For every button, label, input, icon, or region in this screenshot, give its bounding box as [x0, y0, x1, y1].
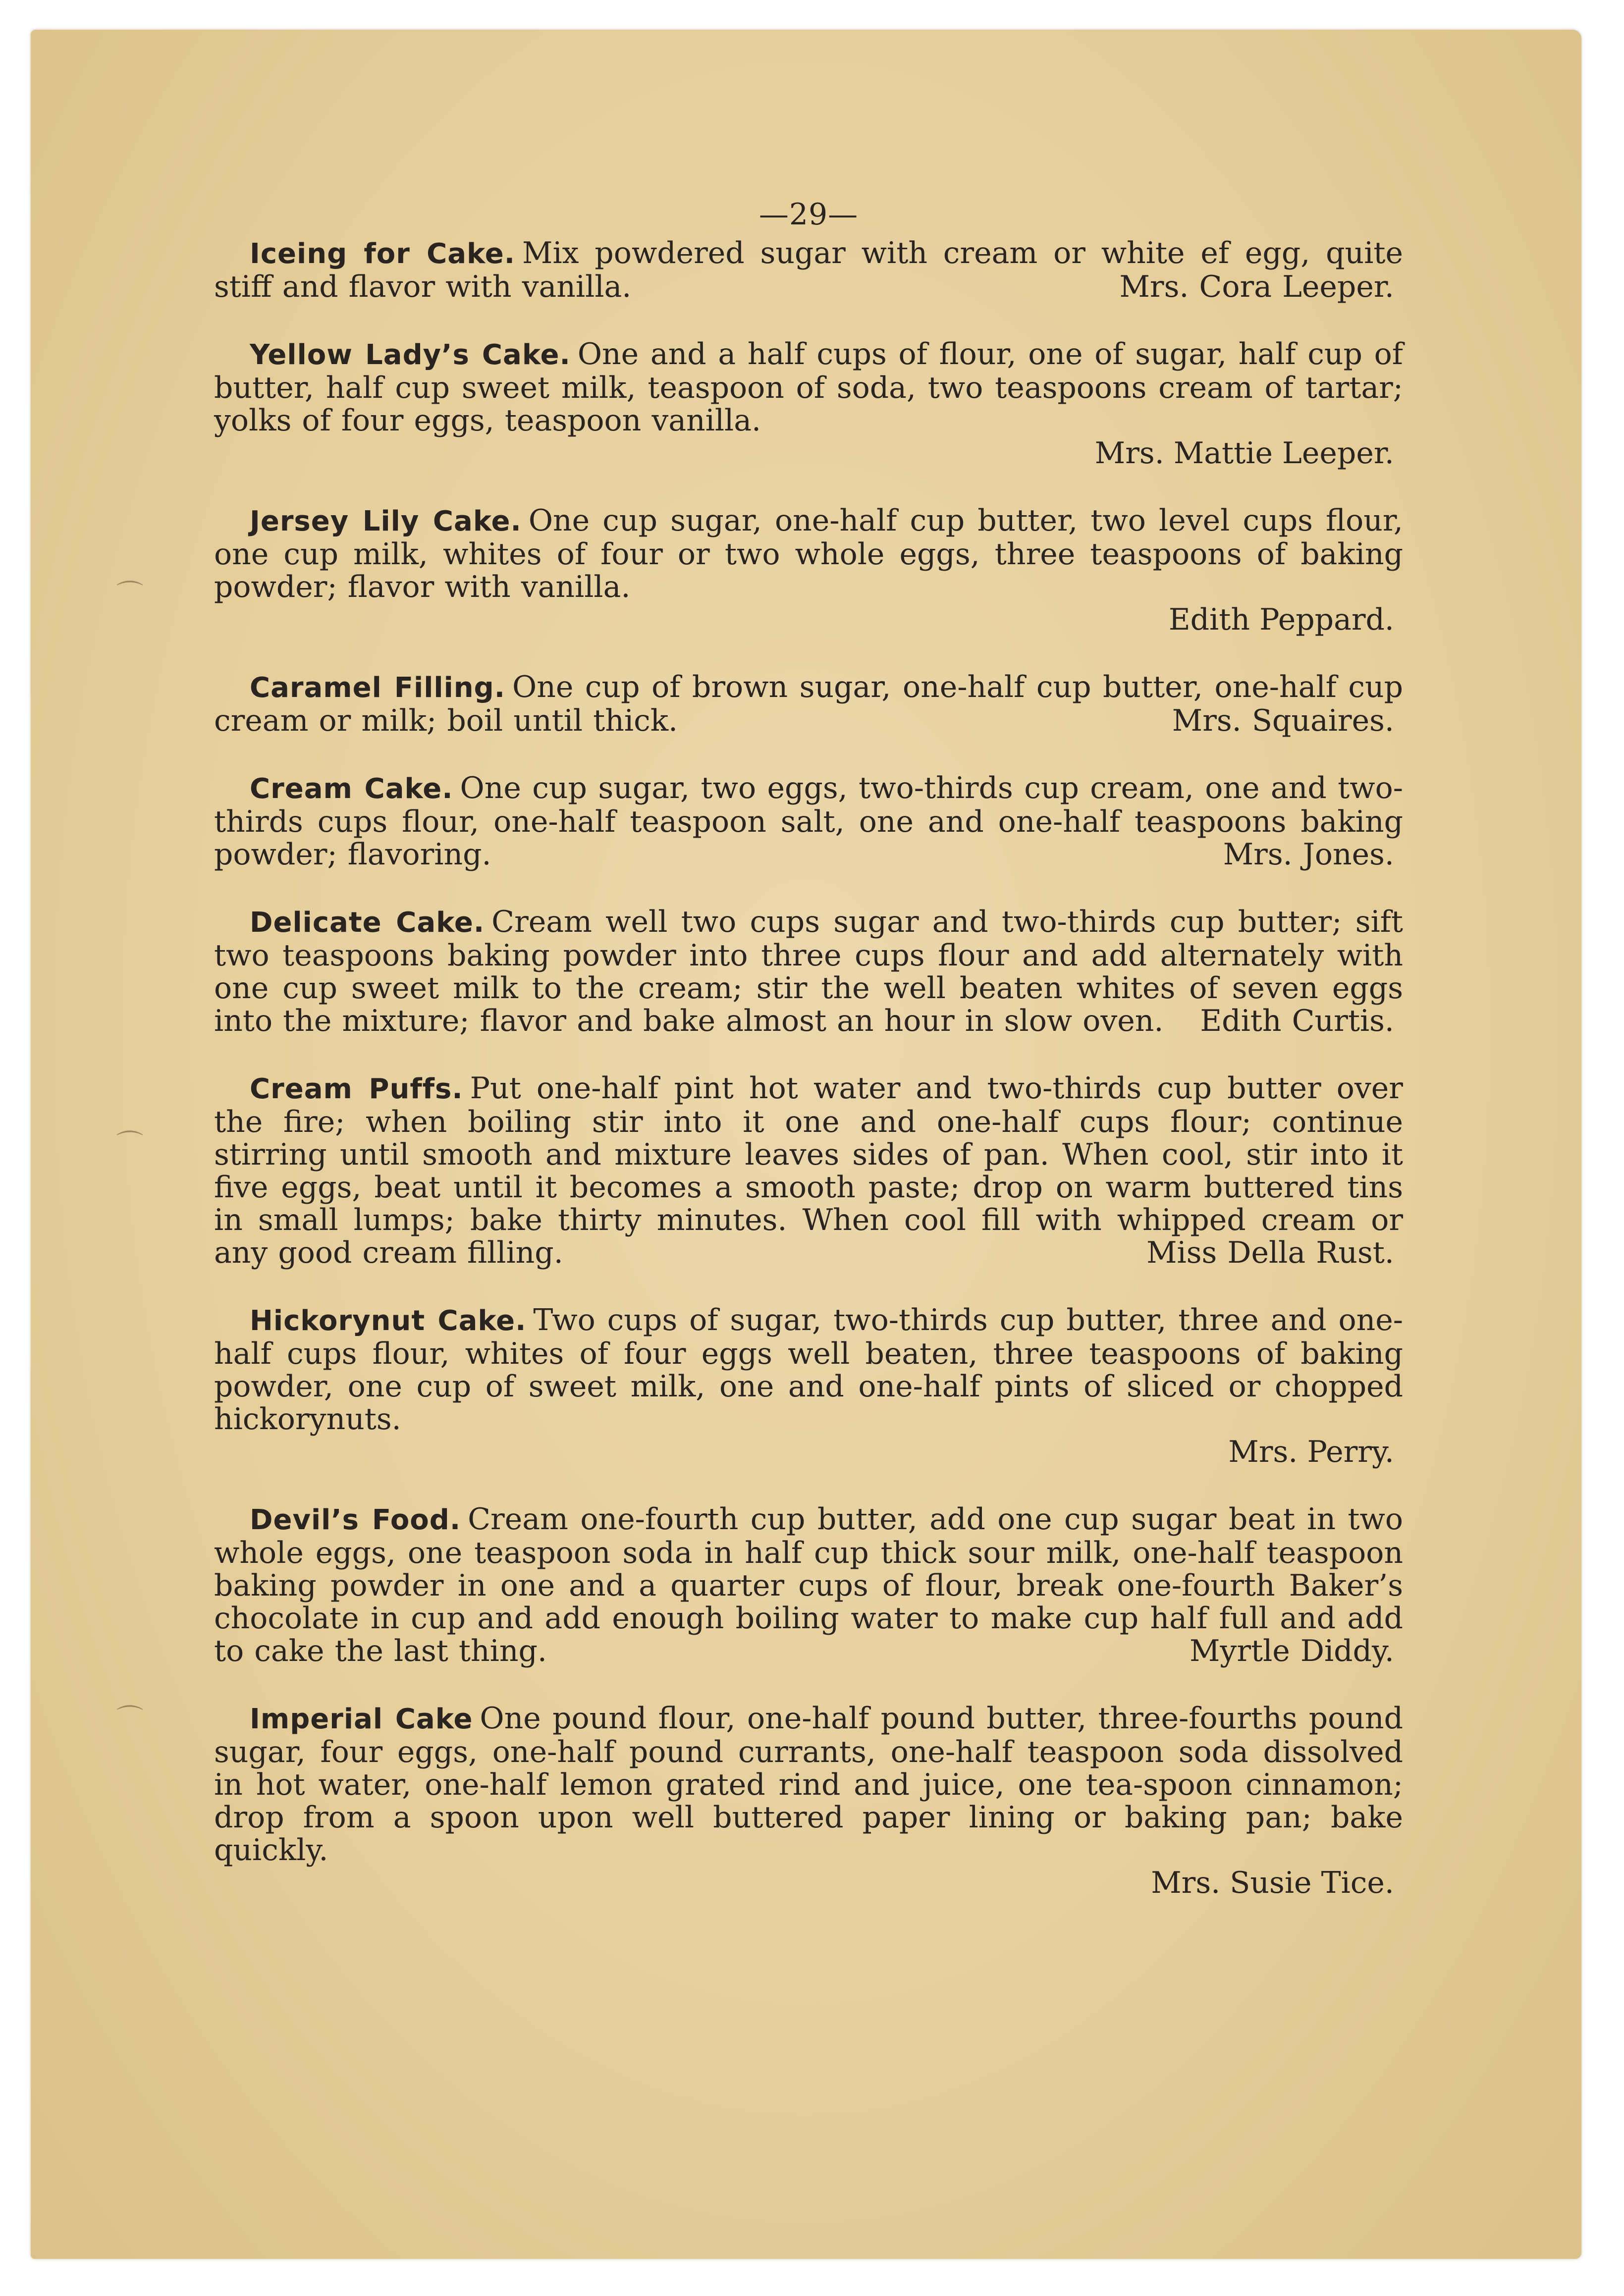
recipe-paragraph [214, 772, 1403, 871]
recipe-author: Edith Peppard. [1168, 602, 1394, 637]
recipe-author: Mrs. Mattie Leeper. [1094, 436, 1394, 471]
recipe-delicate-cake [214, 906, 1403, 1037]
recipe-text: One cup sugar, one-half cup butter, two level cups flour, one cup milk, whites of four or two whole eggs, three teaspoons of baking powder; flavor with vanilla. [214, 503, 1404, 604]
recipe-yellow-ladys-cake [214, 338, 1403, 470]
recipe-paragraph [214, 1503, 1403, 1667]
recipe-title: Hickorynut Cake. [250, 1305, 527, 1337]
recipe-text: One and a half cups of flour, one of sugar, half cup of butter, half cup sweet milk, teaspoon of soda, two teaspoons cream of tartar; yolks of four eggs, teaspoon vanilla. [214, 337, 1403, 438]
recipe-cream-cake [214, 772, 1403, 871]
recipe-text: Two cups of sugar, two-thirds cup butter, three and one-half cups flour, whites of four eggs well beaten, three teaspoons of baking powder, one cup of sweet milk, one and one-half pints of sliced or chopped hickorynuts. [214, 1303, 1404, 1437]
recipe-title: Delicate Cake. [250, 907, 485, 939]
recipe-devils-food [214, 1503, 1403, 1667]
recipe-paragraph [214, 906, 1403, 1037]
recipe-author: Miss Della Rust. [1146, 1235, 1394, 1270]
recipe-paragraph [214, 1072, 1403, 1269]
recipe-iceing-for-cake [214, 237, 1403, 303]
binding-hole-mark: ⌒ [116, 1128, 143, 1160]
recipe-author: Edith Curtis. [1200, 1004, 1394, 1038]
recipe-text: Cream one-fourth cup butter, add one cup sugar beat in two whole eggs, one teaspoon soda in half cup thick sour milk, one-half teaspoon baking powder in one and a quarter cups of flour, break one-fourth Baker’s chocolate in cup and add enough boiling water to make cup half full and add to cake the last thing. [214, 1502, 1404, 1668]
recipe-hickorynut-cake [214, 1304, 1403, 1468]
recipe-author: Myrtle Diddy. [1189, 1634, 1394, 1668]
recipe-title: Iceing for Cake. [250, 238, 516, 270]
recipe-text: One cup of brown sugar, one-half cup butter, one-half cup cream or milk; boil until thick. [214, 670, 1403, 738]
recipe-cream-puffs [214, 1072, 1403, 1269]
binding-hole-mark: ⌒ [116, 579, 143, 610]
recipe-title: Jersey Lily Cake. [250, 505, 522, 537]
recipe-author: Mrs. Susie Tice. [1151, 1866, 1394, 1900]
recipe-title: Devil’s Food. [250, 1504, 461, 1536]
recipe-text: Cream well two cups sugar and two-thirds cup butter; sift two teaspoons baking powder into three cups flour and add alternately with one cup sweet milk to the cream; stir the well beaten whites of seven eggs into the mixture; flavor and bake almost an hour in slow oven. [214, 905, 1403, 1038]
recipe-paragraph [214, 1702, 1403, 1867]
page-number: —29— [758, 197, 859, 232]
recipe-author: Mrs. Perry. [1228, 1435, 1394, 1469]
recipe-title: Imperial Cake [250, 1703, 473, 1735]
recipe-paragraph [214, 338, 1403, 437]
recipe-paragraph [214, 671, 1403, 737]
recipe-paragraph [214, 1304, 1403, 1436]
recipe-paragraph [214, 237, 1403, 303]
recipe-caramel-filling [214, 671, 1403, 737]
recipe-jersey-lily-cake [214, 504, 1403, 636]
recipe-text: Mix powdered sugar with cream or white ef egg, quite stiff and flavor with vanilla. [214, 236, 1404, 304]
recipe-title: Caramel Filling. [250, 672, 506, 704]
recipe-author: Mrs. Cora Leeper. [1119, 269, 1394, 304]
recipe-author: Mrs. Jones. [1223, 837, 1394, 872]
page-content [214, 198, 1403, 1934]
recipe-title: Cream Puffs. [250, 1073, 463, 1105]
recipe-title: Yellow Lady’s Cake. [250, 339, 571, 371]
recipe-text: Put one-half pint hot water and two-thirds cup butter over the fire; when boiling stir into it one and one-half cups flour; continue stirring until smooth and mixture leaves sides of pan. When cool, stir into it five eggs, beat until it becomes a smooth paste; drop on warm buttered tins in small lumps; bake thirty minutes. When cool fill with whipped cream or any good cream filling. [214, 1071, 1403, 1270]
recipe-paragraph [214, 504, 1403, 603]
binding-hole-mark: ⌒ [116, 1703, 143, 1734]
recipe-title: Cream Cake. [250, 773, 453, 805]
recipe-text: One cup sugar, two eggs, two-thirds cup cream, one and two-thirds cups flour, one-half teaspoon salt, one and one-half teaspoons baking powder; flavoring. [214, 771, 1403, 872]
recipe-imperial-cake [214, 1702, 1403, 1899]
recipe-text: One pound flour, one-half pound butter, three-fourths pound sugar, four eggs, one-half pound currants, one-half teaspoon soda dissolved in hot water, one-half lemon grated rind and juice, one tea-spoon cinnamon; drop from a spoon upon well buttered paper lining or baking pan; bake quickly. [214, 1701, 1403, 1868]
recipe-author: Mrs. Squaires. [1172, 703, 1394, 738]
